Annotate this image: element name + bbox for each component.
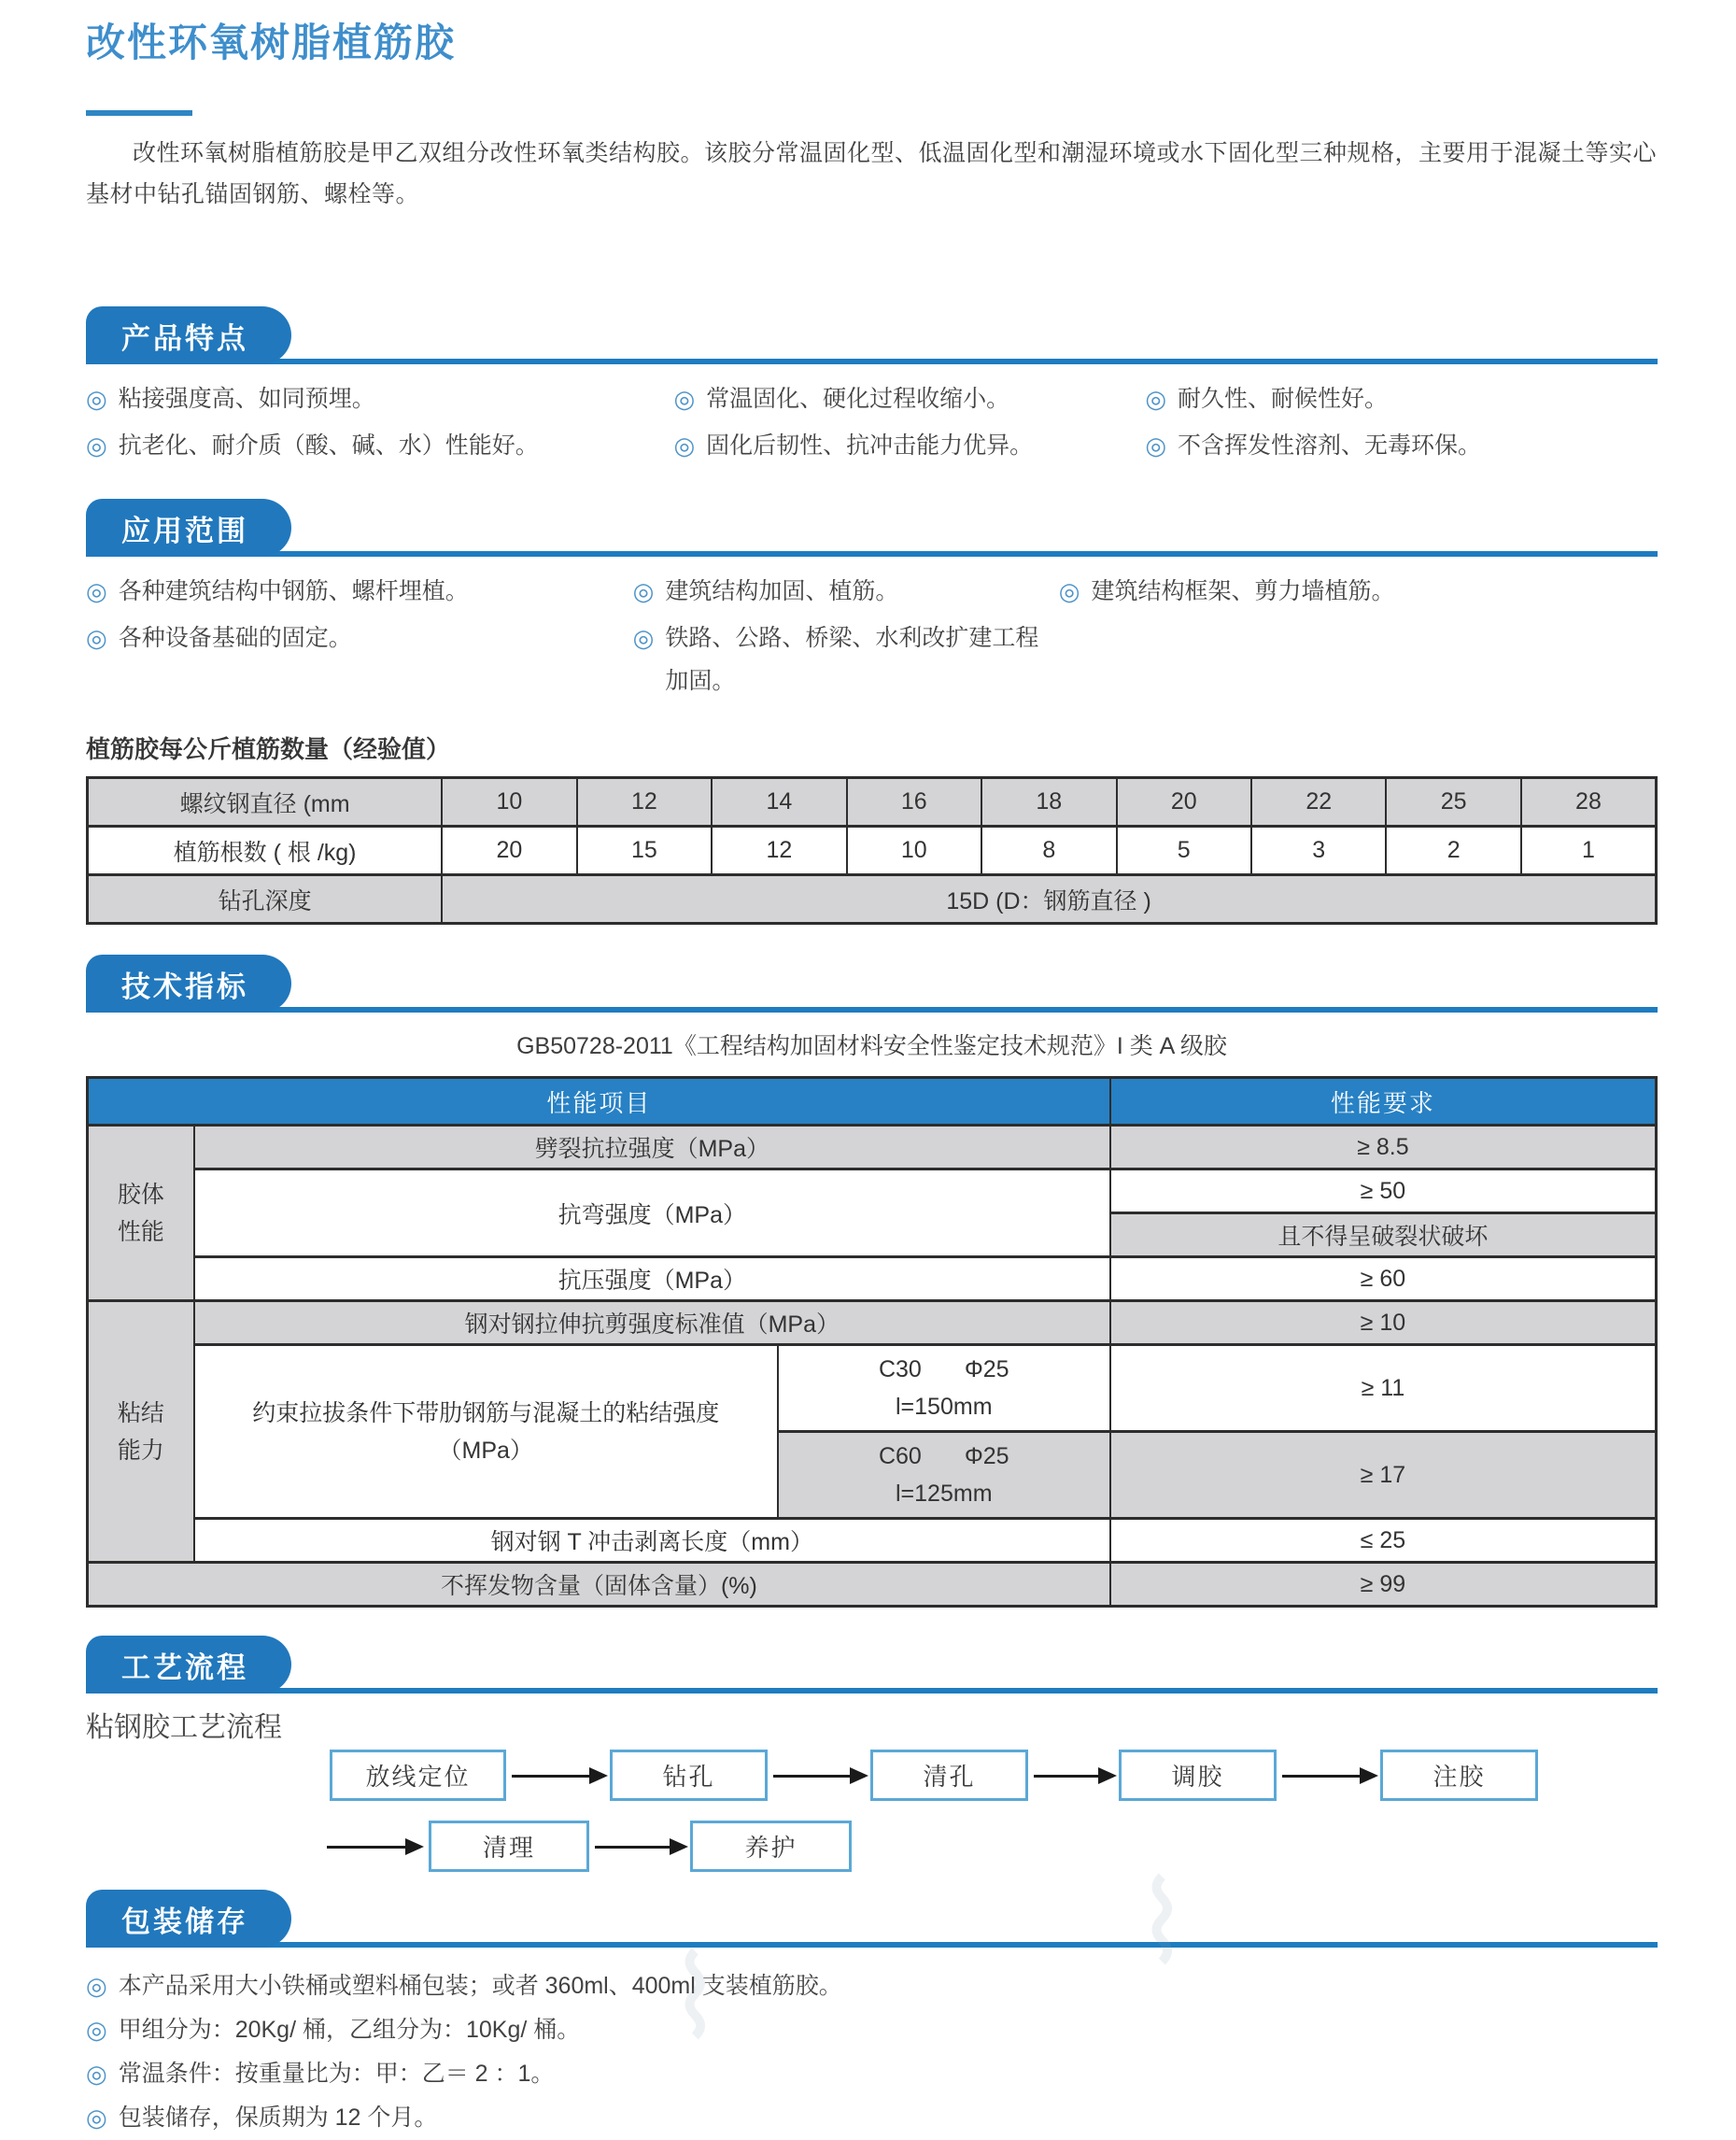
table-row (88, 1519, 1657, 1563)
rebar-count-cell: 10 (847, 827, 981, 875)
rebar-count-cell: 1 (1521, 827, 1657, 875)
bullet-icon: ◎ (673, 385, 696, 413)
rebar-count-cell: 20 (442, 827, 576, 875)
watermark-artifact: ⌇ (1135, 1861, 1190, 1986)
rebar-diameter-cell: 20 (1117, 778, 1251, 827)
section-header-applications (86, 499, 1658, 557)
features-list (86, 377, 1658, 467)
bullet-icon: ◎ (632, 577, 655, 605)
watermark-artifact: ⌇ (668, 1935, 723, 2061)
rebar-count-cell: 8 (981, 827, 1116, 875)
section-header-process (86, 1636, 1658, 1694)
bending-req-1: ≥ 50 (1110, 1169, 1657, 1213)
peel-req: ≤ 25 (1110, 1519, 1657, 1563)
section-badge-process: 工艺流程 (86, 1636, 291, 1694)
packaging-item (86, 2008, 1658, 2052)
table-row (88, 1563, 1657, 1607)
bond-c30-req: ≥ 11 (1110, 1345, 1657, 1432)
application-item (86, 616, 633, 702)
table-row (88, 1126, 1657, 1169)
process-flowchart (86, 1750, 1658, 1876)
flow-arrow (512, 1775, 604, 1778)
application-item (1059, 570, 1658, 613)
flow-arrow (1034, 1775, 1113, 1778)
section-badge-features: 产品特点 (86, 306, 291, 364)
rebar-count-cell: 12 (712, 827, 846, 875)
feature-text: 抗老化、耐介质（酸、碱、水）性能好。 (118, 432, 539, 459)
application-text: 各种建筑结构中钢筋、螺杆埋植。 (118, 578, 469, 604)
rebar-count-cell: 2 (1386, 827, 1520, 875)
feature-item (673, 377, 1145, 420)
bending-label: 抗弯强度（MPa） (194, 1169, 1110, 1257)
packaging-list (86, 1964, 1658, 2140)
packaging-text: 常温条件：按重量比为：甲：乙＝ 2 ：1。 (118, 2061, 555, 2087)
table-row (88, 1169, 1657, 1213)
rebar-diameter-cell: 16 (847, 778, 981, 827)
compressive-label: 抗压强度（MPa） (194, 1257, 1110, 1301)
application-item (633, 570, 1059, 613)
table-row (88, 827, 1657, 875)
application-text: 铁路、公路、桥梁、水利改扩建工程加固。 (665, 625, 1039, 694)
table-row (88, 875, 1657, 924)
flow-arrow (327, 1846, 420, 1849)
flow-step-clean-hole: 清孔 (870, 1750, 1028, 1801)
flow-arrow (595, 1846, 685, 1849)
section-header-packaging (86, 1890, 1658, 1948)
section-divider-line (86, 1007, 1658, 1013)
rebar-diameter-cell: 10 (442, 778, 576, 827)
application-item (86, 570, 633, 613)
rebar-table-title: 植筋胶每公斤植筋数量（经验值） (86, 735, 451, 763)
split-tensile-req: ≥ 8.5 (1110, 1126, 1657, 1169)
section-divider-line (86, 359, 1658, 364)
bullet-icon: ◎ (86, 577, 107, 605)
section-badge-packaging: 包装储存 (86, 1890, 291, 1948)
nonvolatile-req: ≥ 99 (1110, 1563, 1657, 1607)
packaging-item (86, 2052, 1658, 2096)
section-divider-line (86, 551, 1658, 557)
tech-header-req: 性能要求 (1110, 1078, 1657, 1126)
flow-step-curing: 养护 (690, 1821, 852, 1872)
bending-req-2: 且不得呈破裂状破坏 (1110, 1213, 1657, 1257)
shear-label: 钢对钢拉伸抗剪强度标准值（MPa） (194, 1301, 1110, 1345)
rebar-count-cell: 15 (577, 827, 712, 875)
group-cell-body-performance: 胶体性能 (88, 1126, 194, 1301)
feature-text: 常温固化、硬化过程收缩小。 (706, 386, 1010, 412)
page-title: 改性环氧树脂植筋胶 (86, 21, 457, 64)
rebar-count-table (86, 776, 1658, 925)
bullet-icon: ◎ (86, 432, 107, 460)
rebar-diameter-cell: 18 (981, 778, 1116, 827)
rebar-diameter-cell: 12 (577, 778, 712, 827)
packaging-text: 包装储存，保质期为 12 个月。 (118, 2105, 438, 2131)
applications-list (86, 570, 1658, 702)
split-tensile-label: 劈裂抗拉强度（MPa） (194, 1126, 1110, 1169)
tech-header-item: 性能项目 (88, 1078, 1110, 1126)
bullet-icon: ◎ (1145, 432, 1167, 460)
section-badge-applications: 应用范围 (86, 499, 291, 557)
packaging-item (86, 1964, 1658, 2008)
packaging-text: 本产品采用大小铁桶或塑料桶包装；或者 360ml、400ml 支装植筋胶。 (118, 1973, 842, 1999)
rebar-diameter-cell: 14 (712, 778, 846, 827)
flow-arrow (773, 1775, 865, 1778)
rebar-count-cell: 3 (1251, 827, 1386, 875)
compressive-req: ≥ 60 (1110, 1257, 1657, 1301)
bullet-icon: ◎ (86, 2016, 107, 2044)
bullet-icon: ◎ (1058, 577, 1080, 605)
feature-text: 不含挥发性溶剂、无毒环保。 (1178, 432, 1482, 459)
group-cell-bond-capacity: 粘结能力 (88, 1301, 194, 1563)
bond-c30-condition: C30 Φ25 l=150mm (778, 1345, 1110, 1432)
bullet-icon: ◎ (632, 624, 655, 652)
feature-item (1145, 424, 1658, 467)
bond-c60-condition: C60 Φ25 l=125mm (778, 1432, 1110, 1519)
feature-text: 粘接强度高、如同预埋。 (118, 386, 375, 412)
process-subtitle: 粘钢胶工艺流程 (86, 1712, 282, 1743)
feature-item (86, 377, 673, 420)
shear-req: ≥ 10 (1110, 1301, 1657, 1345)
bullet-icon: ◎ (86, 2104, 107, 2132)
nonvolatile-label: 不挥发物含量（固体含量）(%) (88, 1563, 1110, 1607)
feature-text: 固化后韧性、抗冲击能力优异。 (706, 432, 1034, 459)
table-row (88, 1301, 1657, 1345)
section-divider-line (86, 1688, 1658, 1694)
flow-step-cleanup: 清理 (429, 1821, 589, 1872)
packaging-item (86, 2096, 1658, 2140)
bullet-icon: ◎ (86, 624, 107, 652)
packaging-text: 甲组分为：20Kg/ 桶，乙组分为：10Kg/ 桶。 (118, 2017, 581, 2043)
drill-depth-value: 15D (D：钢筋直径 ) (442, 875, 1656, 924)
rebar-count-cell: 5 (1117, 827, 1251, 875)
section-divider-line (86, 1942, 1658, 1948)
drill-depth-label: 钻孔深度 (88, 875, 443, 924)
flow-arrow (1282, 1775, 1375, 1778)
application-text: 各种设备基础的固定。 (118, 625, 352, 651)
table-row (88, 778, 1657, 827)
intro-paragraph: 改性环氧树脂植筋胶是甲乙双组分改性环氧类结构胶。该胶分常温固化型、低温固化型和潮湿环境或水下固化型三种规格，主要用于混凝土等实心基材中钻孔锚固钢筋、螺栓等。 (86, 140, 1658, 207)
bullet-icon: ◎ (86, 385, 107, 413)
application-text: 建筑结构框架、剪力墙植筋。 (1091, 578, 1395, 604)
bullet-icon: ◎ (86, 1972, 107, 2000)
bond-c60-req: ≥ 17 (1110, 1432, 1657, 1519)
flow-step-drill: 钻孔 (610, 1750, 768, 1801)
title-underline (86, 110, 192, 116)
rebar-diameter-cell: 25 (1386, 778, 1520, 827)
rebar-diameter-cell: 28 (1521, 778, 1657, 827)
peel-label: 钢对钢 T 冲击剥离长度（mm） (194, 1519, 1110, 1563)
application-item (633, 616, 1059, 702)
flow-step-mix-glue: 调胶 (1119, 1750, 1277, 1801)
table-header-row (88, 1078, 1657, 1126)
flow-step-layout: 放线定位 (330, 1750, 506, 1801)
rebar-diameter-label: 螺纹钢直径 (mm (88, 778, 443, 827)
bullet-icon: ◎ (1145, 385, 1167, 413)
application-text: 建筑结构加固、植筋。 (665, 578, 899, 604)
bullet-icon: ◎ (86, 2060, 107, 2088)
rebar-count-label: 植筋根数 ( 根 /kg) (88, 827, 443, 875)
section-header-features (86, 306, 1658, 364)
tech-spec-table (86, 1076, 1658, 1608)
flow-step-inject-glue: 注胶 (1380, 1750, 1538, 1801)
bullet-icon: ◎ (673, 432, 696, 460)
feature-item (1145, 377, 1658, 420)
feature-item (673, 424, 1145, 467)
section-badge-tech: 技术指标 (86, 955, 291, 1013)
table-row (88, 1257, 1657, 1301)
feature-text: 耐久性、耐候性好。 (1178, 386, 1389, 412)
table-row (88, 1345, 1657, 1432)
bond-strength-label: 约束拉拔条件下带肋钢筋与混凝土的粘结强度 （MPa） (194, 1345, 778, 1519)
tech-standard-reference: GB50728-2011《工程结构加固材料安全性鉴定技术规范》I 类 A 级胶 (516, 1033, 1227, 1059)
rebar-diameter-cell: 22 (1251, 778, 1386, 827)
section-header-tech (86, 955, 1658, 1013)
feature-item (86, 424, 673, 467)
